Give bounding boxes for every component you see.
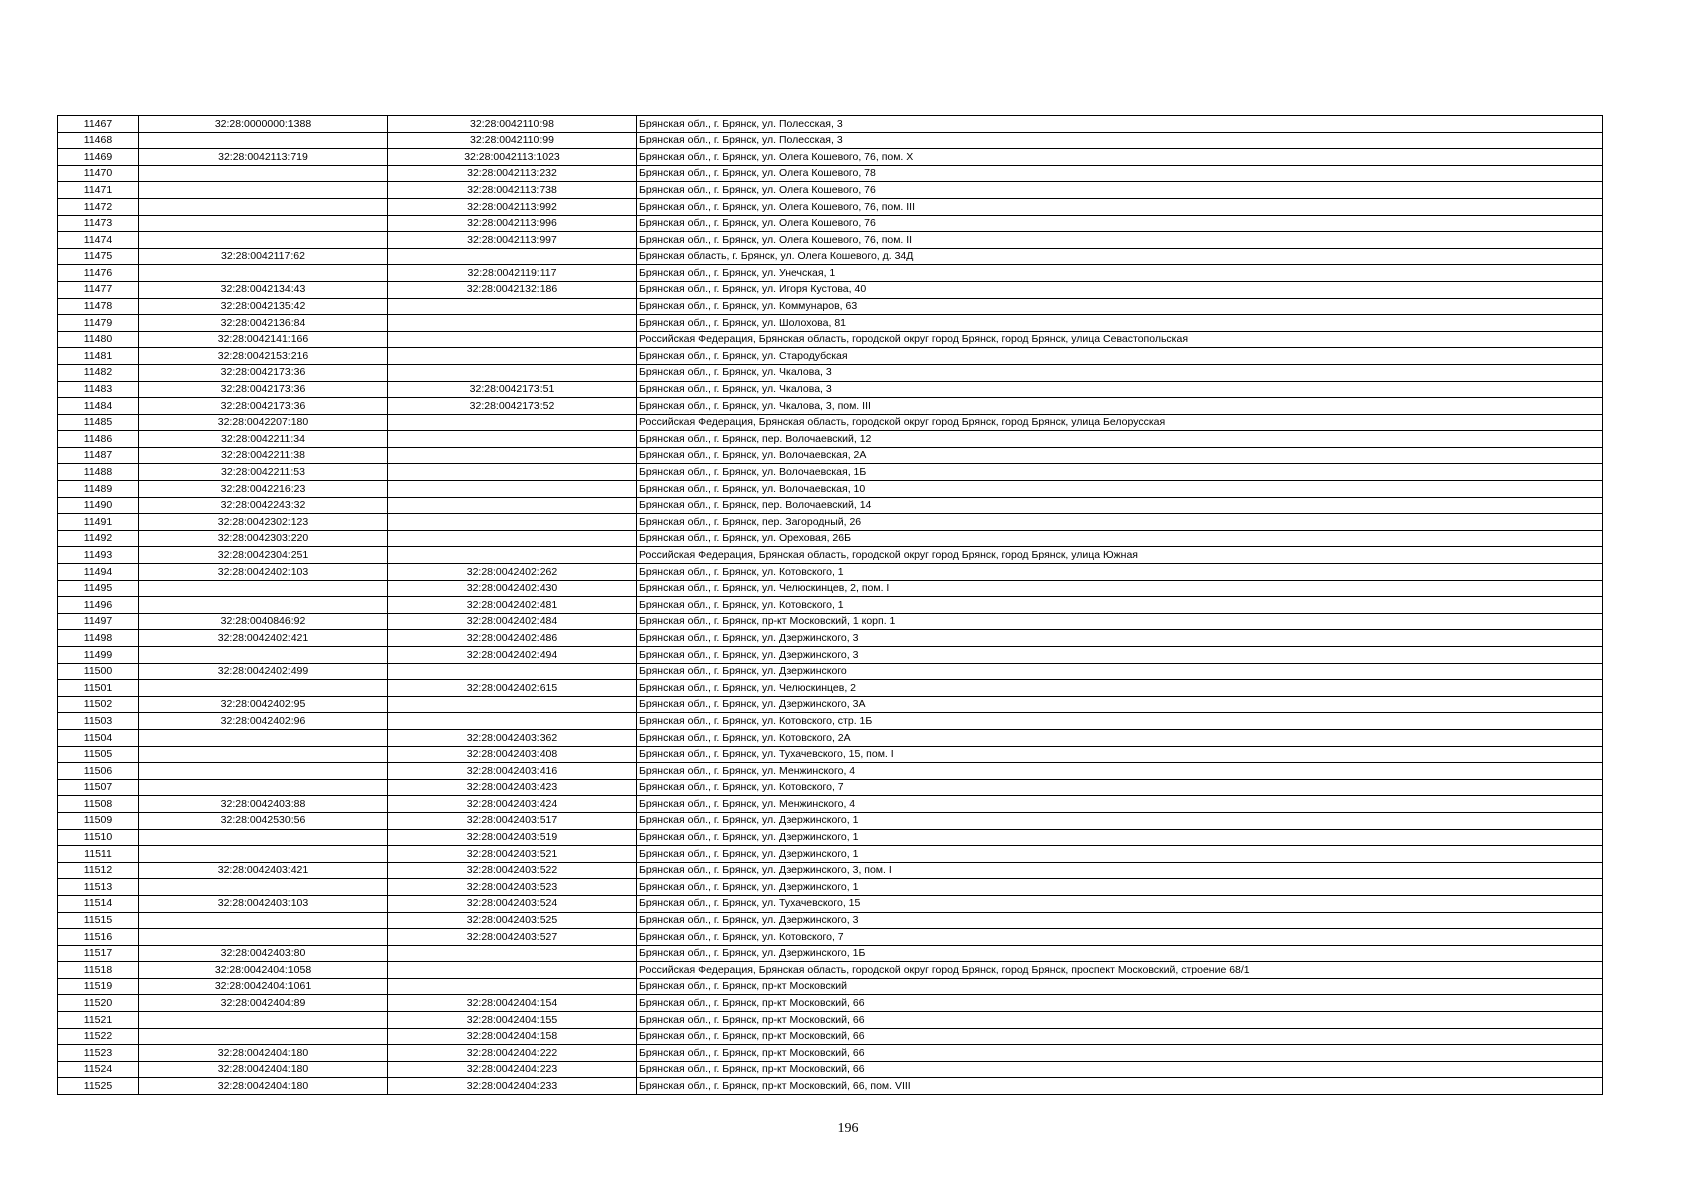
address-cell: Брянская обл., г. Брянск, ул. Менжинского, 4: [637, 763, 1603, 780]
address-cell: Брянская обл., г. Брянск, ул. Чкалова, 3, пом. III: [637, 398, 1603, 415]
building-cadastral-number-cell: 32:28:0042173:51: [388, 381, 637, 398]
building-cadastral-number-cell: 32:28:0042404:223: [388, 1061, 637, 1078]
land-cadastral-number-cell: 32:28:0000000:1388: [139, 116, 388, 133]
building-cadastral-number-cell: 32:28:0042110:98: [388, 116, 637, 133]
table-row: [58, 265, 1603, 282]
table-row: [58, 763, 1603, 780]
land-cadastral-number-cell: [139, 846, 388, 863]
building-cadastral-number-cell: [388, 713, 637, 730]
address-cell: Брянская обл., г. Брянск, ул. Олега Кошевого, 76: [637, 182, 1603, 199]
land-cadastral-number-cell: [139, 132, 388, 149]
row-number-cell: 11514: [58, 895, 139, 912]
row-number-cell: 11494: [58, 564, 139, 581]
row-number-cell: 11511: [58, 846, 139, 863]
row-number-cell: 11502: [58, 696, 139, 713]
building-cadastral-number-cell: [388, 497, 637, 514]
address-cell: Брянская обл., г. Брянск, ул. Дзержинского, 1: [637, 879, 1603, 896]
row-number-cell: 11490: [58, 497, 139, 514]
land-cadastral-number-cell: 32:28:0042402:96: [139, 713, 388, 730]
building-cadastral-number-cell: [388, 481, 637, 498]
address-cell: Брянская обл., г. Брянск, ул. Чкалова, 3: [637, 381, 1603, 398]
address-cell: Брянская обл., г. Брянск, пр-кт Московский, 66: [637, 1061, 1603, 1078]
address-cell: Брянская обл., г. Брянск, ул. Котовского, 2А: [637, 729, 1603, 746]
land-cadastral-number-cell: 32:28:0042403:421: [139, 862, 388, 879]
building-cadastral-number-cell: 32:28:0042403:424: [388, 796, 637, 813]
address-cell: Брянская обл., г. Брянск, ул. Челюскинцев, 2, пом. I: [637, 580, 1603, 597]
table-row: [58, 597, 1603, 614]
table-row: [58, 232, 1603, 249]
land-cadastral-number-cell: 32:28:0042207:180: [139, 414, 388, 431]
row-number-cell: 11521: [58, 1012, 139, 1029]
land-cadastral-number-cell: 32:28:0042404:89: [139, 995, 388, 1012]
building-cadastral-number-cell: 32:28:0042404:154: [388, 995, 637, 1012]
land-cadastral-number-cell: 32:28:0042173:36: [139, 381, 388, 398]
row-number-cell: 11470: [58, 165, 139, 182]
address-cell: Брянская обл., г. Брянск, ул. Котовского, стр. 1Б: [637, 713, 1603, 730]
building-cadastral-number-cell: [388, 962, 637, 979]
address-cell: Брянская обл., г. Брянск, пр-кт Московский, 66: [637, 1045, 1603, 1062]
address-cell: Брянская обл., г. Брянск, ул. Чкалова, 3: [637, 364, 1603, 381]
row-number-cell: 11471: [58, 182, 139, 199]
land-cadastral-number-cell: 32:28:0042404:1061: [139, 978, 388, 995]
table-row: [58, 779, 1603, 796]
address-cell: Брянская обл., г. Брянск, ул. Менжинского, 4: [637, 796, 1603, 813]
row-number-cell: 11522: [58, 1028, 139, 1045]
address-cell: Брянская обл., г. Брянск, ул. Котовского, 7: [637, 779, 1603, 796]
land-cadastral-number-cell: 32:28:0042402:499: [139, 663, 388, 680]
row-number-cell: 11472: [58, 198, 139, 215]
building-cadastral-number-cell: 32:28:0042403:517: [388, 812, 637, 829]
row-number-cell: 11486: [58, 431, 139, 448]
address-cell: Брянская обл., г. Брянск, ул. Шолохова, 81: [637, 315, 1603, 332]
land-cadastral-number-cell: [139, 746, 388, 763]
address-cell: Брянская обл., г. Брянск, ул. Волочаевская, 10: [637, 481, 1603, 498]
land-cadastral-number-cell: [139, 182, 388, 199]
table-row: [58, 116, 1603, 133]
address-cell: Брянская обл., г. Брянск, ул. Тухачевского, 15: [637, 895, 1603, 912]
building-cadastral-number-cell: 32:28:0042403:362: [388, 729, 637, 746]
address-cell: Брянская область, г. Брянск, ул. Олега Кошевого, д. 34Д: [637, 248, 1603, 265]
table-row: [58, 381, 1603, 398]
address-cell: Брянская обл., г. Брянск, ул. Дзержинского: [637, 663, 1603, 680]
building-cadastral-number-cell: [388, 414, 637, 431]
building-cadastral-number-cell: 32:28:0042404:158: [388, 1028, 637, 1045]
table-row: [58, 431, 1603, 448]
table-row: [58, 414, 1603, 431]
land-cadastral-number-cell: 32:28:0042404:180: [139, 1061, 388, 1078]
building-cadastral-number-cell: [388, 348, 637, 365]
land-cadastral-number-cell: [139, 1028, 388, 1045]
address-cell: Брянская обл., г. Брянск, ул. Тухачевского, 15, пом. I: [637, 746, 1603, 763]
table-row: [58, 298, 1603, 315]
row-number-cell: 11517: [58, 945, 139, 962]
row-number-cell: 11501: [58, 680, 139, 697]
table-row: [58, 1078, 1603, 1095]
row-number-cell: 11509: [58, 812, 139, 829]
building-cadastral-number-cell: [388, 364, 637, 381]
row-number-cell: 11505: [58, 746, 139, 763]
building-cadastral-number-cell: 32:28:0042113:232: [388, 165, 637, 182]
land-cadastral-number-cell: 32:28:0042216:23: [139, 481, 388, 498]
row-number-cell: 11482: [58, 364, 139, 381]
registry-table-body: [58, 116, 1603, 1095]
address-cell: Брянская обл., г. Брянск, пер. Загородный, 26: [637, 514, 1603, 531]
row-number-cell: 11503: [58, 713, 139, 730]
land-cadastral-number-cell: 32:28:0042530:56: [139, 812, 388, 829]
table-row: [58, 696, 1603, 713]
building-cadastral-number-cell: 32:28:0042132:186: [388, 281, 637, 298]
land-cadastral-number-cell: [139, 580, 388, 597]
land-cadastral-number-cell: 32:28:0042135:42: [139, 298, 388, 315]
address-cell: Брянская обл., г. Брянск, ул. Олега Кошевого, 76, пом. II: [637, 232, 1603, 249]
land-cadastral-number-cell: 32:28:0042134:43: [139, 281, 388, 298]
building-cadastral-number-cell: 32:28:0042113:996: [388, 215, 637, 232]
land-cadastral-number-cell: [139, 215, 388, 232]
table-row: [58, 663, 1603, 680]
table-row: [58, 912, 1603, 929]
table-row: [58, 978, 1603, 995]
row-number-cell: 11473: [58, 215, 139, 232]
table-row: [58, 398, 1603, 415]
row-number-cell: 11496: [58, 597, 139, 614]
table-row: [58, 464, 1603, 481]
table-row: [58, 630, 1603, 647]
address-cell: Брянская обл., г. Брянск, ул. Котовского, 7: [637, 929, 1603, 946]
row-number-cell: 11497: [58, 613, 139, 630]
building-cadastral-number-cell: 32:28:0042402:430: [388, 580, 637, 597]
building-cadastral-number-cell: 32:28:0042403:524: [388, 895, 637, 912]
table-row: [58, 530, 1603, 547]
table-row: [58, 364, 1603, 381]
table-row: [58, 796, 1603, 813]
table-row: [58, 1028, 1603, 1045]
land-cadastral-number-cell: [139, 829, 388, 846]
row-number-cell: 11492: [58, 530, 139, 547]
building-cadastral-number-cell: [388, 447, 637, 464]
row-number-cell: 11506: [58, 763, 139, 780]
table-row: [58, 497, 1603, 514]
building-cadastral-number-cell: 32:28:0042173:52: [388, 398, 637, 415]
building-cadastral-number-cell: [388, 248, 637, 265]
land-cadastral-number-cell: 32:28:0042136:84: [139, 315, 388, 332]
address-cell: Брянская обл., г. Брянск, ул. Унечская, 1: [637, 265, 1603, 282]
land-cadastral-number-cell: 32:28:0042117:62: [139, 248, 388, 265]
building-cadastral-number-cell: 32:28:0042110:99: [388, 132, 637, 149]
address-cell: Российская Федерация, Брянская область, городской округ город Брянск, город Брянск, проспект Московский, строение 68/1: [637, 962, 1603, 979]
land-cadastral-number-cell: [139, 729, 388, 746]
address-cell: Брянская обл., г. Брянск, ул. Олега Кошевого, 76: [637, 215, 1603, 232]
row-number-cell: 11500: [58, 663, 139, 680]
building-cadastral-number-cell: 32:28:0042402:484: [388, 613, 637, 630]
address-cell: Брянская обл., г. Брянск, пер. Волочаевский, 14: [637, 497, 1603, 514]
row-number-cell: 11487: [58, 447, 139, 464]
address-cell: Брянская обл., г. Брянск, ул. Игоря Кустова, 40: [637, 281, 1603, 298]
building-cadastral-number-cell: 32:28:0042403:522: [388, 862, 637, 879]
land-cadastral-number-cell: 32:28:0042402:95: [139, 696, 388, 713]
building-cadastral-number-cell: [388, 298, 637, 315]
building-cadastral-number-cell: [388, 696, 637, 713]
building-cadastral-number-cell: 32:28:0042402:486: [388, 630, 637, 647]
row-number-cell: 11474: [58, 232, 139, 249]
address-cell: Брянская обл., г. Брянск, ул. Волочаевская, 2А: [637, 447, 1603, 464]
table-row: [58, 829, 1603, 846]
land-cadastral-number-cell: 32:28:0042211:53: [139, 464, 388, 481]
land-cadastral-number-cell: 32:28:0042303:220: [139, 530, 388, 547]
address-cell: Российская Федерация, Брянская область, городской округ город Брянск, город Брянск, улица Южная: [637, 547, 1603, 564]
table-row: [58, 995, 1603, 1012]
address-cell: Российская Федерация, Брянская область, городской округ город Брянск, город Брянск, улица Белорусская: [637, 414, 1603, 431]
land-cadastral-number-cell: 32:28:0042173:36: [139, 364, 388, 381]
table-row: [58, 580, 1603, 597]
land-cadastral-number-cell: 32:28:0042211:38: [139, 447, 388, 464]
row-number-cell: 11507: [58, 779, 139, 796]
building-cadastral-number-cell: [388, 331, 637, 348]
land-cadastral-number-cell: 32:28:0042403:80: [139, 945, 388, 962]
address-cell: Брянская обл., г. Брянск, ул. Дзержинского, 3: [637, 630, 1603, 647]
land-cadastral-number-cell: 32:28:0042211:34: [139, 431, 388, 448]
building-cadastral-number-cell: 32:28:0042402:262: [388, 564, 637, 581]
land-cadastral-number-cell: [139, 763, 388, 780]
address-cell: Брянская обл., г. Брянск, пр-кт Московский: [637, 978, 1603, 995]
address-cell: Российская Федерация, Брянская область, городской округ город Брянск, город Брянск, улица Севастопольская: [637, 331, 1603, 348]
land-cadastral-number-cell: [139, 929, 388, 946]
land-cadastral-number-cell: 32:28:0042304:251: [139, 547, 388, 564]
row-number-cell: 11477: [58, 281, 139, 298]
land-cadastral-number-cell: [139, 680, 388, 697]
address-cell: Брянская обл., г. Брянск, ул. Дзержинского, 3: [637, 912, 1603, 929]
row-number-cell: 11523: [58, 1045, 139, 1062]
land-cadastral-number-cell: 32:28:0042173:36: [139, 398, 388, 415]
address-cell: Брянская обл., г. Брянск, ул. Челюскинцев, 2: [637, 680, 1603, 697]
address-cell: Брянская обл., г. Брянск, ул. Олега Кошевого, 76, пом. X: [637, 149, 1603, 166]
address-cell: Брянская обл., г. Брянск, ул. Коммунаров, 63: [637, 298, 1603, 315]
land-cadastral-number-cell: [139, 779, 388, 796]
table-row: [58, 514, 1603, 531]
building-cadastral-number-cell: [388, 431, 637, 448]
row-number-cell: 11518: [58, 962, 139, 979]
row-number-cell: 11469: [58, 149, 139, 166]
land-cadastral-number-cell: [139, 879, 388, 896]
land-cadastral-number-cell: 32:28:0040846:92: [139, 613, 388, 630]
address-cell: Брянская обл., г. Брянск, ул. Котовского, 1: [637, 597, 1603, 614]
row-number-cell: 11476: [58, 265, 139, 282]
land-cadastral-number-cell: [139, 165, 388, 182]
table-row: [58, 547, 1603, 564]
row-number-cell: 11513: [58, 879, 139, 896]
table-row: [58, 165, 1603, 182]
row-number-cell: 11493: [58, 547, 139, 564]
building-cadastral-number-cell: [388, 514, 637, 531]
address-cell: Брянская обл., г. Брянск, пр-кт Московский, 66: [637, 995, 1603, 1012]
building-cadastral-number-cell: [388, 530, 637, 547]
table-row: [58, 647, 1603, 664]
address-cell: Брянская обл., г. Брянск, ул. Полесская, 3: [637, 132, 1603, 149]
table-row: [58, 1045, 1603, 1062]
table-row: [58, 248, 1603, 265]
building-cadastral-number-cell: 32:28:0042403:423: [388, 779, 637, 796]
land-cadastral-number-cell: [139, 912, 388, 929]
table-row: [58, 613, 1603, 630]
land-cadastral-number-cell: [139, 647, 388, 664]
land-cadastral-number-cell: [139, 597, 388, 614]
row-number-cell: 11491: [58, 514, 139, 531]
building-cadastral-number-cell: 32:28:0042404:155: [388, 1012, 637, 1029]
table-row: [58, 182, 1603, 199]
building-cadastral-number-cell: 32:28:0042113:1023: [388, 149, 637, 166]
address-cell: Брянская обл., г. Брянск, ул. Дзержинского, 1: [637, 829, 1603, 846]
building-cadastral-number-cell: 32:28:0042403:521: [388, 846, 637, 863]
land-cadastral-number-cell: 32:28:0042141:166: [139, 331, 388, 348]
table-row: [58, 215, 1603, 232]
row-number-cell: 11480: [58, 331, 139, 348]
building-cadastral-number-cell: 32:28:0042119:117: [388, 265, 637, 282]
row-number-cell: 11515: [58, 912, 139, 929]
address-cell: Брянская обл., г. Брянск, ул. Дзержинского, 1: [637, 846, 1603, 863]
address-cell: Брянская обл., г. Брянск, пр-кт Московский, 1 корп. 1: [637, 613, 1603, 630]
building-cadastral-number-cell: [388, 978, 637, 995]
table-row: [58, 746, 1603, 763]
address-cell: Брянская обл., г. Брянск, ул. Ореховая, 26Б: [637, 530, 1603, 547]
land-cadastral-number-cell: 32:28:0042402:421: [139, 630, 388, 647]
table-row: [58, 846, 1603, 863]
row-number-cell: 11488: [58, 464, 139, 481]
land-cadastral-number-cell: 32:28:0042403:88: [139, 796, 388, 813]
building-cadastral-number-cell: 32:28:0042404:233: [388, 1078, 637, 1095]
row-number-cell: 11479: [58, 315, 139, 332]
address-cell: Брянская обл., г. Брянск, пер. Волочаевский, 12: [637, 431, 1603, 448]
page-number: 196: [837, 1121, 859, 1136]
table-row: [58, 315, 1603, 332]
table-row: [58, 1061, 1603, 1078]
table-row: [58, 198, 1603, 215]
row-number-cell: 11478: [58, 298, 139, 315]
table-row: [58, 149, 1603, 166]
row-number-cell: 11525: [58, 1078, 139, 1095]
row-number-cell: 11484: [58, 398, 139, 415]
building-cadastral-number-cell: 32:28:0042404:222: [388, 1045, 637, 1062]
row-number-cell: 11519: [58, 978, 139, 995]
land-cadastral-number-cell: 32:28:0042404:180: [139, 1045, 388, 1062]
building-cadastral-number-cell: 32:28:0042403:408: [388, 746, 637, 763]
row-number-cell: 11498: [58, 630, 139, 647]
address-cell: Брянская обл., г. Брянск, ул. Волочаевская, 1Б: [637, 464, 1603, 481]
row-number-cell: 11504: [58, 729, 139, 746]
address-cell: Брянская обл., г. Брянск, ул. Дзержинского, 1: [637, 812, 1603, 829]
address-cell: Брянская обл., г. Брянск, ул. Олега Кошевого, 78: [637, 165, 1603, 182]
land-cadastral-number-cell: 32:28:0042243:32: [139, 497, 388, 514]
land-cadastral-number-cell: 32:28:0042404:1058: [139, 962, 388, 979]
land-cadastral-number-cell: 32:28:0042403:103: [139, 895, 388, 912]
table-row: [58, 348, 1603, 365]
address-cell: Брянская обл., г. Брянск, ул. Дзержинского, 3: [637, 647, 1603, 664]
building-cadastral-number-cell: 32:28:0042403:527: [388, 929, 637, 946]
building-cadastral-number-cell: 32:28:0042402:481: [388, 597, 637, 614]
address-cell: Брянская обл., г. Брянск, пр-кт Московский, 66, пом. VIII: [637, 1078, 1603, 1095]
table-row: [58, 331, 1603, 348]
table-row: [58, 929, 1603, 946]
table-row: [58, 1012, 1603, 1029]
building-cadastral-number-cell: [388, 945, 637, 962]
row-number-cell: 11467: [58, 116, 139, 133]
table-row: [58, 895, 1603, 912]
land-cadastral-number-cell: 32:28:0042113:719: [139, 149, 388, 166]
building-cadastral-number-cell: 32:28:0042403:519: [388, 829, 637, 846]
row-number-cell: 11512: [58, 862, 139, 879]
table-row: [58, 862, 1603, 879]
building-cadastral-number-cell: 32:28:0042402:615: [388, 680, 637, 697]
row-number-cell: 11475: [58, 248, 139, 265]
row-number-cell: 11485: [58, 414, 139, 431]
address-cell: Брянская обл., г. Брянск, ул. Олега Кошевого, 76, пом. III: [637, 198, 1603, 215]
table-row: [58, 729, 1603, 746]
land-cadastral-number-cell: [139, 265, 388, 282]
land-cadastral-number-cell: 32:28:0042302:123: [139, 514, 388, 531]
land-cadastral-number-cell: 32:28:0042404:180: [139, 1078, 388, 1095]
building-cadastral-number-cell: 32:28:0042403:525: [388, 912, 637, 929]
row-number-cell: 11481: [58, 348, 139, 365]
land-cadastral-number-cell: [139, 1012, 388, 1029]
table-row: [58, 945, 1603, 962]
table-row: [58, 962, 1603, 979]
building-cadastral-number-cell: 32:28:0042113:738: [388, 182, 637, 199]
building-cadastral-number-cell: 32:28:0042113:992: [388, 198, 637, 215]
building-cadastral-number-cell: 32:28:0042403:523: [388, 879, 637, 896]
address-cell: Брянская обл., г. Брянск, ул. Дзержинского, 3, пом. I: [637, 862, 1603, 879]
row-number-cell: 11524: [58, 1061, 139, 1078]
land-cadastral-number-cell: [139, 198, 388, 215]
table-row: [58, 447, 1603, 464]
row-number-cell: 11499: [58, 647, 139, 664]
land-cadastral-number-cell: 32:28:0042153:216: [139, 348, 388, 365]
building-cadastral-number-cell: 32:28:0042403:416: [388, 763, 637, 780]
building-cadastral-number-cell: 32:28:0042113:997: [388, 232, 637, 249]
building-cadastral-number-cell: 32:28:0042402:494: [388, 647, 637, 664]
address-cell: Брянская обл., г. Брянск, ул. Полесская, 3: [637, 116, 1603, 133]
address-cell: Брянская обл., г. Брянск, ул. Дзержинского, 1Б: [637, 945, 1603, 962]
building-cadastral-number-cell: [388, 315, 637, 332]
registry-table: [57, 115, 1603, 1095]
address-cell: Брянская обл., г. Брянск, пр-кт Московский, 66: [637, 1028, 1603, 1045]
row-number-cell: 11510: [58, 829, 139, 846]
building-cadastral-number-cell: [388, 663, 637, 680]
table-row: [58, 680, 1603, 697]
row-number-cell: 11468: [58, 132, 139, 149]
table-row: [58, 812, 1603, 829]
row-number-cell: 11508: [58, 796, 139, 813]
table-row: [58, 281, 1603, 298]
table-row: [58, 481, 1603, 498]
address-cell: Брянская обл., г. Брянск, ул. Дзержинского, 3А: [637, 696, 1603, 713]
table-row: [58, 132, 1603, 149]
row-number-cell: 11516: [58, 929, 139, 946]
land-cadastral-number-cell: [139, 232, 388, 249]
table-row: [58, 713, 1603, 730]
address-cell: Брянская обл., г. Брянск, ул. Котовского, 1: [637, 564, 1603, 581]
building-cadastral-number-cell: [388, 547, 637, 564]
table-row: [58, 879, 1603, 896]
building-cadastral-number-cell: [388, 464, 637, 481]
row-number-cell: 11483: [58, 381, 139, 398]
row-number-cell: 11520: [58, 995, 139, 1012]
row-number-cell: 11489: [58, 481, 139, 498]
table-row: [58, 564, 1603, 581]
address-cell: Брянская обл., г. Брянск, пр-кт Московский, 66: [637, 1012, 1603, 1029]
land-cadastral-number-cell: 32:28:0042402:103: [139, 564, 388, 581]
address-cell: Брянская обл., г. Брянск, ул. Стародубская: [637, 348, 1603, 365]
row-number-cell: 11495: [58, 580, 139, 597]
